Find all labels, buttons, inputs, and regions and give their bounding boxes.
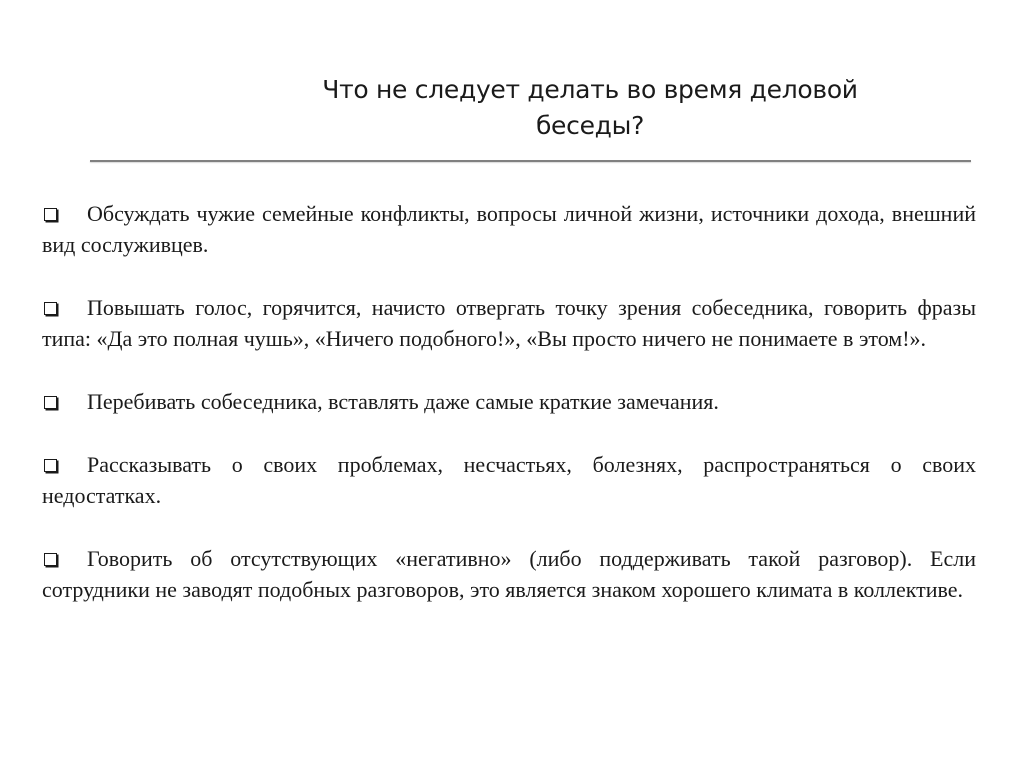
slide-title [240,72,940,144]
title-divider [90,160,971,162]
list-item-text: Говорить об отсутствующих «негативно» (либо поддерживать такой разговор). Если сотрудники не заводят подобных разговоров, это является знаком хорошего климата в коллективе. [42,546,976,602]
list-item [42,449,976,511]
list-item-text: Рассказывать о своих проблемах, несчастьях, болезнях, распространяться о своих недостатках. [42,452,976,508]
list-item [42,386,976,417]
checkbox-square-icon [44,208,57,221]
list-item [42,543,976,605]
title-line-1: Что не следует делать во время деловой [322,75,858,104]
list-item-text: Обсуждать чужие семейные конфликты, вопросы личной жизни, источники дохода, внешний вид сослуживцев. [42,201,976,257]
list-item-text: Повышать голос, горячится, начисто отвергать точку зрения собеседника, говорить фразы типа: «Да это полная чушь», «Ничего подобного!», «Вы просто ничего не понимаете в этом!». [42,295,976,351]
checkbox-square-icon [44,459,57,472]
bullet-list [42,198,976,605]
checkbox-square-icon [44,396,57,409]
checkbox-square-icon [44,302,57,315]
list-item [42,198,976,260]
list-item-text: Перебивать собеседника, вставлять даже самые краткие замечания. [87,389,719,414]
title-line-2: беседы? [535,111,645,140]
list-item [42,292,976,354]
checkbox-square-icon [44,553,57,566]
